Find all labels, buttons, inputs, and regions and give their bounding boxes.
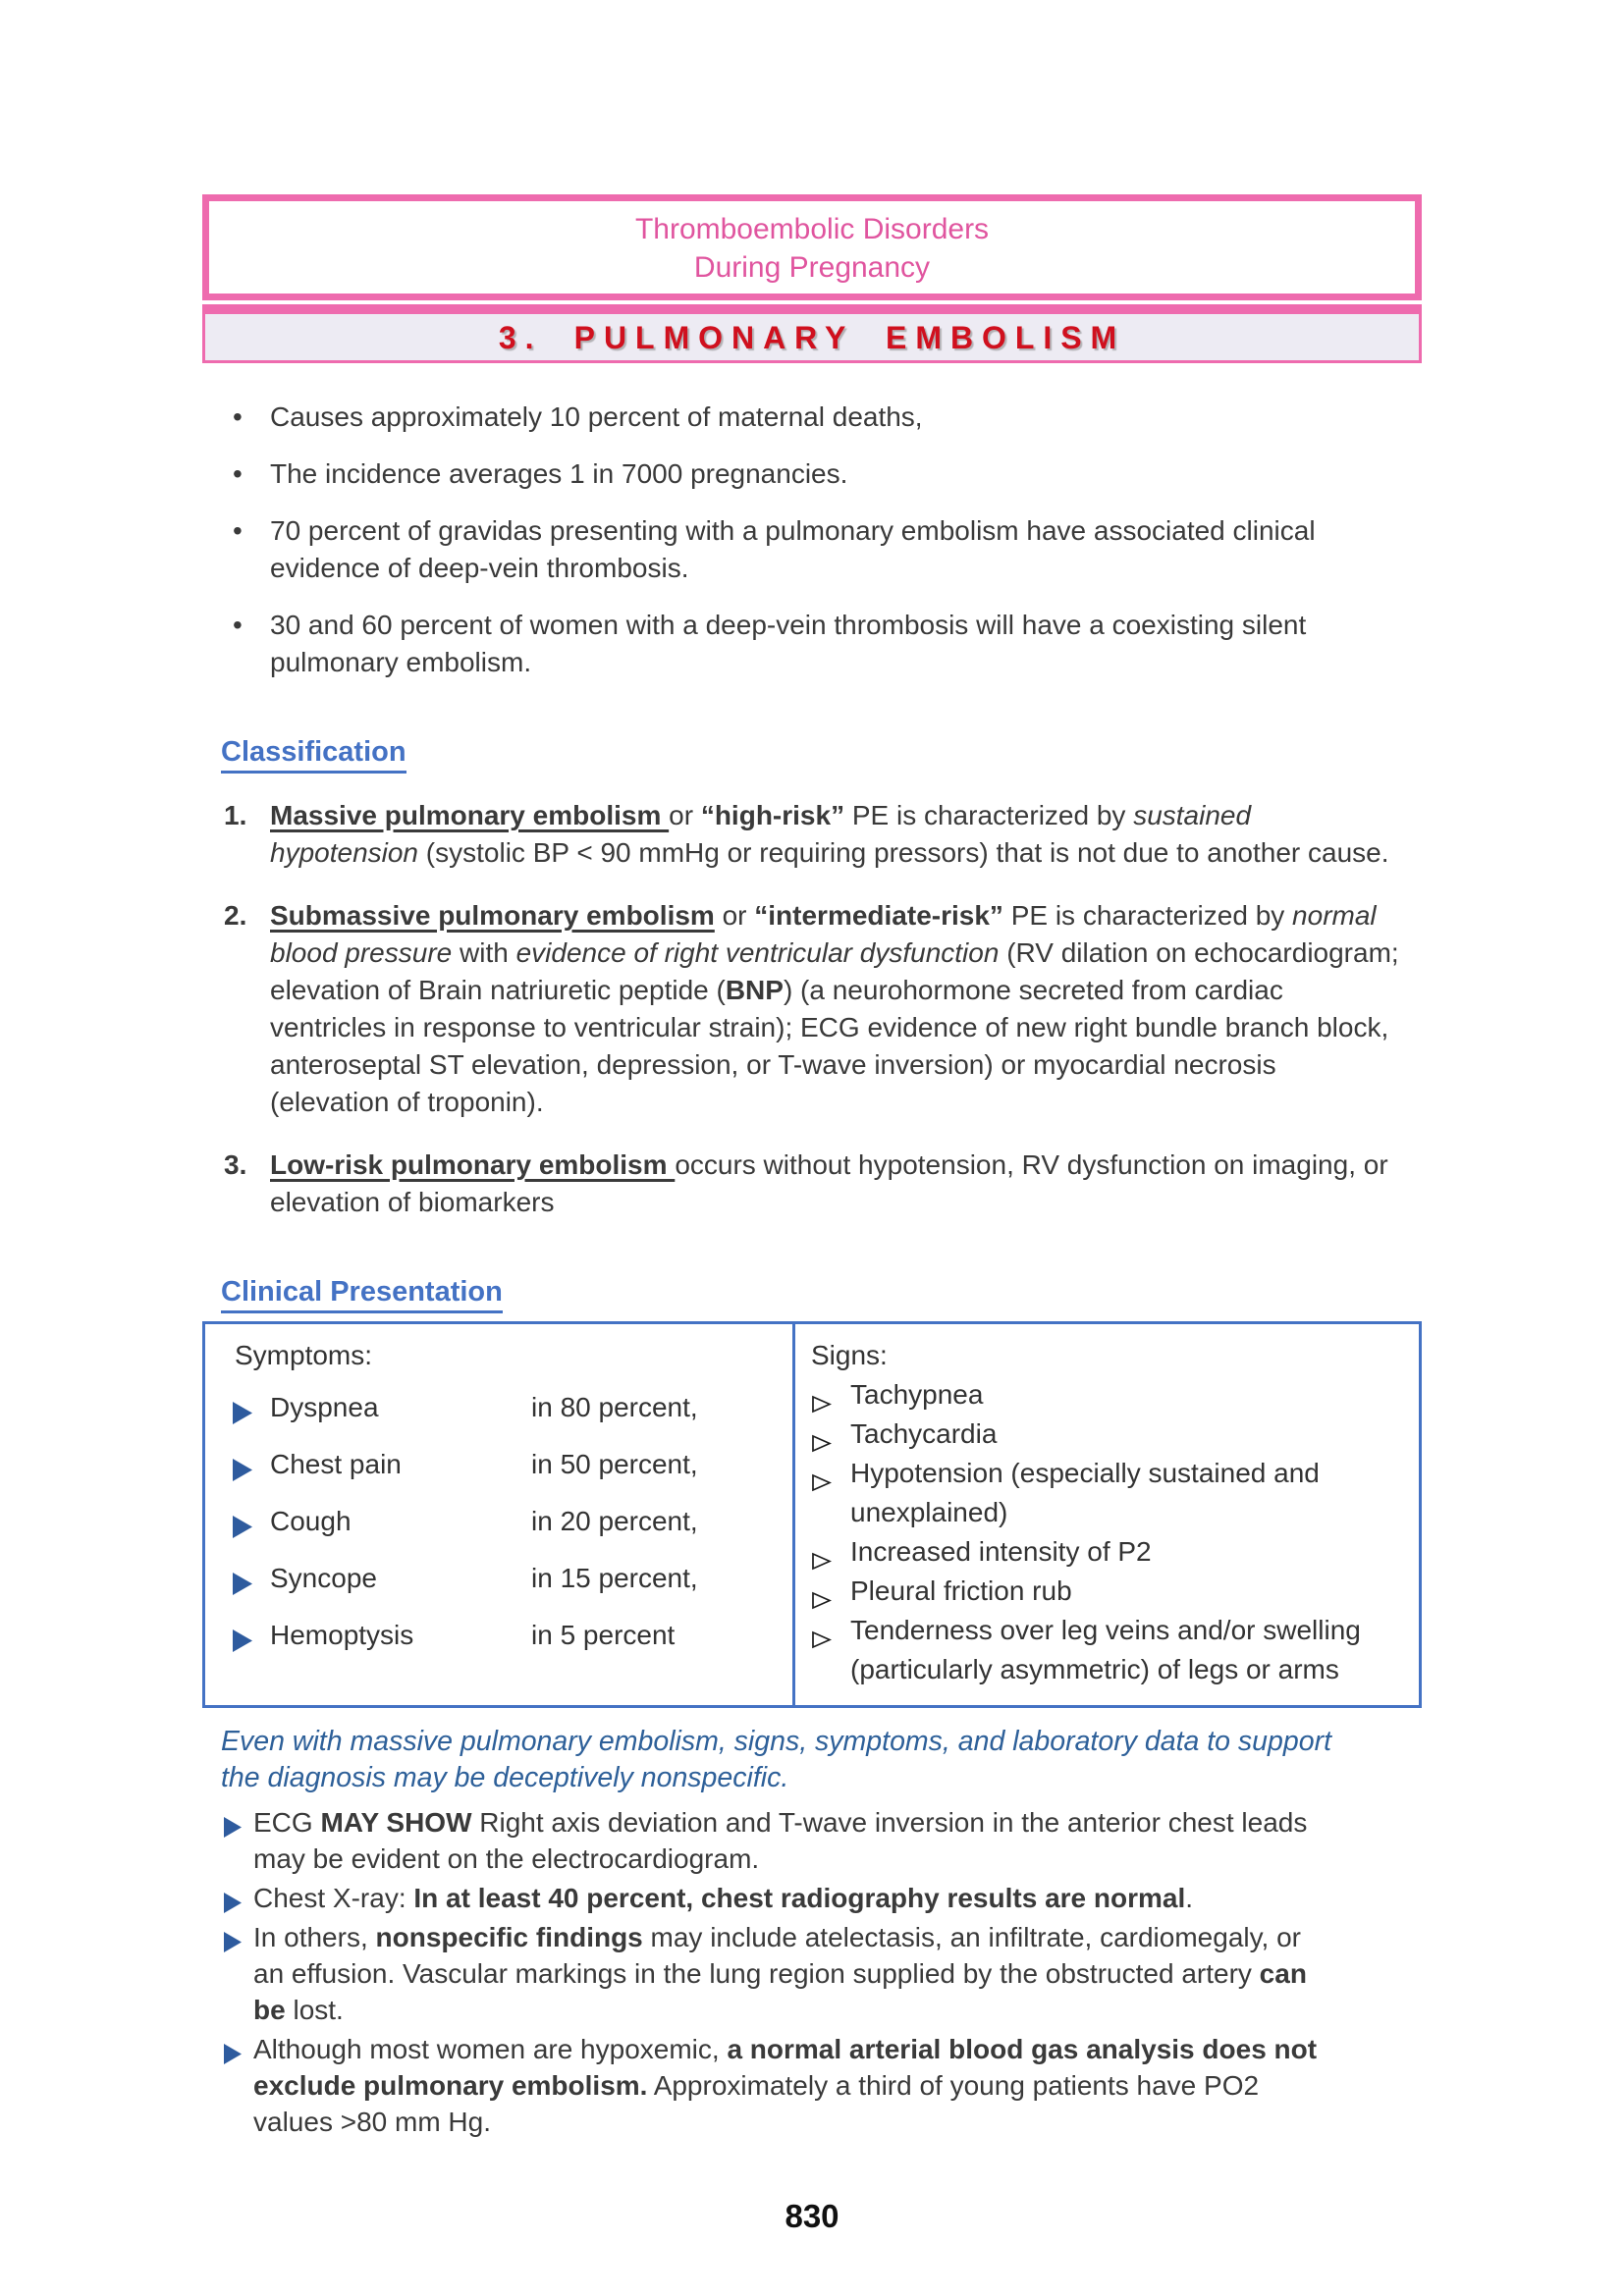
sign-item — [811, 1532, 1391, 1572]
list-item-text: Although most women are hypoxemic, a normal arterial blood gas analysis does not exclude pulmonary embolism. Approximately a third of young patients have PO2 values >80 mm Hg. — [253, 2034, 1318, 2137]
findings-list — [202, 1804, 1422, 2140]
list-item-text: Low-risk pulmonary embolism occurs without hypotension, RV dysfunction on imaging, or elevation of biomarkers — [270, 1149, 1388, 1217]
triangle-bullet-icon — [233, 1625, 252, 1647]
sign-item — [811, 1611, 1391, 1689]
symptom-row — [205, 1389, 792, 1426]
symptoms-title: Symptoms: — [235, 1340, 373, 1370]
dot-bullet-icon: • — [233, 515, 243, 546]
list-item-text: Chest X-ray: In at least 40 percent, chest radiography results are normal. — [253, 1883, 1194, 1913]
symptom-row — [205, 1560, 792, 1597]
sign-item — [811, 1375, 1391, 1415]
sign-item — [811, 1572, 1391, 1611]
list-item-text: Submassive pulmonary embolism or “intermediate-risk” PE is characterized by normal blood pressure with evidence of right ventricular dysfunction (RV dilation on echocardiogram; elevation of Brain natriuretic peptide (BNP) (a neurohormone secreted from cardiac ventricles in response to ventricular strain); ECG evidence of new right bundle branch block, anteroseptal ST elevation, depression, or T-wave inversion) or myocardial necrosis (elevation of troponin). — [270, 900, 1399, 1117]
clinical-presentation-table — [202, 1321, 1422, 1708]
list-item — [202, 512, 1385, 587]
signs-title: Signs: — [811, 1340, 888, 1370]
arrowhead-bullet-icon — [811, 1581, 832, 1600]
sign-item — [811, 1415, 1391, 1454]
symptom-label: Dyspnea — [270, 1392, 379, 1422]
dot-bullet-icon: • — [233, 401, 243, 432]
section-title-box — [202, 304, 1422, 363]
list-item — [202, 797, 1422, 872]
symptom-value: in 15 percent, — [531, 1563, 698, 1593]
list-item-text: Massive pulmonary embolism or “high-risk” PE is characterized by sustained hypotension (systolic BP < 90 mmHg or requiring pressors) that is not due to another cause. — [270, 800, 1389, 868]
list-item-text: Causes approximately 10 percent of maternal deaths, — [270, 401, 923, 432]
symptom-label: Cough — [270, 1506, 352, 1536]
arrowhead-bullet-icon — [811, 1424, 832, 1443]
symptom-row — [205, 1503, 792, 1540]
sign-text: Tenderness over leg veins and/or swelling (particularly asymmetric) of legs or arms — [850, 1615, 1361, 1684]
symptoms-cell — [205, 1324, 795, 1705]
arrowhead-bullet-icon — [811, 1621, 832, 1639]
symptom-row — [205, 1446, 792, 1483]
list-item-text: In others, nonspecific findings may include atelectasis, an infiltrate, cardiomegaly, or an effusion. Vascular markings in the lung region supplied by the obstructed artery can be lost. — [253, 1922, 1307, 2025]
symptom-value: in 50 percent, — [531, 1449, 698, 1479]
signs-cell — [795, 1324, 1419, 1705]
list-item-text: The incidence averages 1 in 7000 pregnancies. — [270, 458, 848, 489]
list-item — [202, 455, 1385, 493]
intro-bullet-list — [202, 399, 1422, 681]
list-item-number: 3. — [224, 1149, 247, 1180]
list-item — [202, 1880, 1422, 1916]
symptom-value: in 20 percent, — [531, 1506, 698, 1536]
sign-text: Pleural friction rub — [850, 1575, 1072, 1606]
triangle-bullet-icon — [224, 1886, 242, 1906]
triangle-bullet-icon — [224, 1810, 242, 1831]
triangle-bullet-icon — [224, 1925, 242, 1946]
sign-text: Tachypnea — [850, 1379, 984, 1410]
dot-bullet-icon: • — [233, 458, 243, 489]
arrowhead-bullet-icon — [811, 1385, 832, 1404]
symptom-value: in 5 percent — [531, 1620, 676, 1650]
page-number: 830 — [785, 2198, 839, 2234]
sign-text: Hypotension (especially sustained and unexplained) — [850, 1458, 1320, 1527]
list-item — [202, 897, 1422, 1121]
triangle-bullet-icon — [224, 2037, 242, 2057]
sign-item — [811, 1454, 1391, 1532]
classification-heading: Classification — [221, 734, 406, 774]
note-text: Even with massive pulmonary embolism, signs, symptoms, and laboratory data to support the diagnosis may be deceptively nonspecific. — [221, 1726, 1331, 1793]
sign-text: Tachycardia — [850, 1418, 998, 1449]
triangle-bullet-icon — [233, 1511, 252, 1533]
sign-text: Increased intensity of P2 — [850, 1536, 1152, 1567]
header-title-line2: During Pregnancy — [693, 251, 931, 284]
page-content — [0, 399, 1624, 2140]
list-item-text: 70 percent of gravidas presenting with a pulmonary embolism have associated clinical evidence of deep-vein thrombosis. — [270, 515, 1316, 583]
symptom-value: in 80 percent, — [531, 1392, 698, 1422]
triangle-bullet-icon — [233, 1397, 252, 1419]
list-item — [202, 1147, 1422, 1221]
list-item — [202, 1804, 1422, 1877]
header-title-line1: Thromboembolic Disorders — [634, 213, 990, 245]
symptom-label: Syncope — [270, 1563, 377, 1593]
arrowhead-bullet-icon — [811, 1542, 832, 1561]
symptom-label: Hemoptysis — [270, 1620, 414, 1650]
symptom-row — [205, 1617, 792, 1654]
list-item — [202, 607, 1385, 681]
list-item — [202, 1919, 1422, 2028]
list-item-number: 2. — [224, 900, 247, 931]
section-title: 3. PULMONARY EMBOLISM — [498, 320, 1126, 355]
list-item-text: ECG MAY SHOW Right axis deviation and T-wave inversion in the anterior chest leads may be evident on the electrocardiogram. — [253, 1807, 1308, 1874]
arrowhead-bullet-icon — [811, 1464, 832, 1482]
list-item-text: 30 and 60 percent of women with a deep-vein thrombosis will have a coexisting silent pulmonary embolism. — [270, 610, 1307, 677]
symptom-label: Chest pain — [270, 1449, 402, 1479]
list-item — [202, 399, 1385, 436]
classification-list — [202, 797, 1422, 1221]
dot-bullet-icon: • — [233, 610, 243, 640]
list-item-number: 1. — [224, 800, 247, 830]
header-title-box — [202, 194, 1422, 300]
clinical-presentation-heading: Clinical Presentation — [221, 1274, 503, 1313]
list-item — [202, 2031, 1422, 2140]
triangle-bullet-icon — [233, 1454, 252, 1476]
triangle-bullet-icon — [233, 1568, 252, 1590]
